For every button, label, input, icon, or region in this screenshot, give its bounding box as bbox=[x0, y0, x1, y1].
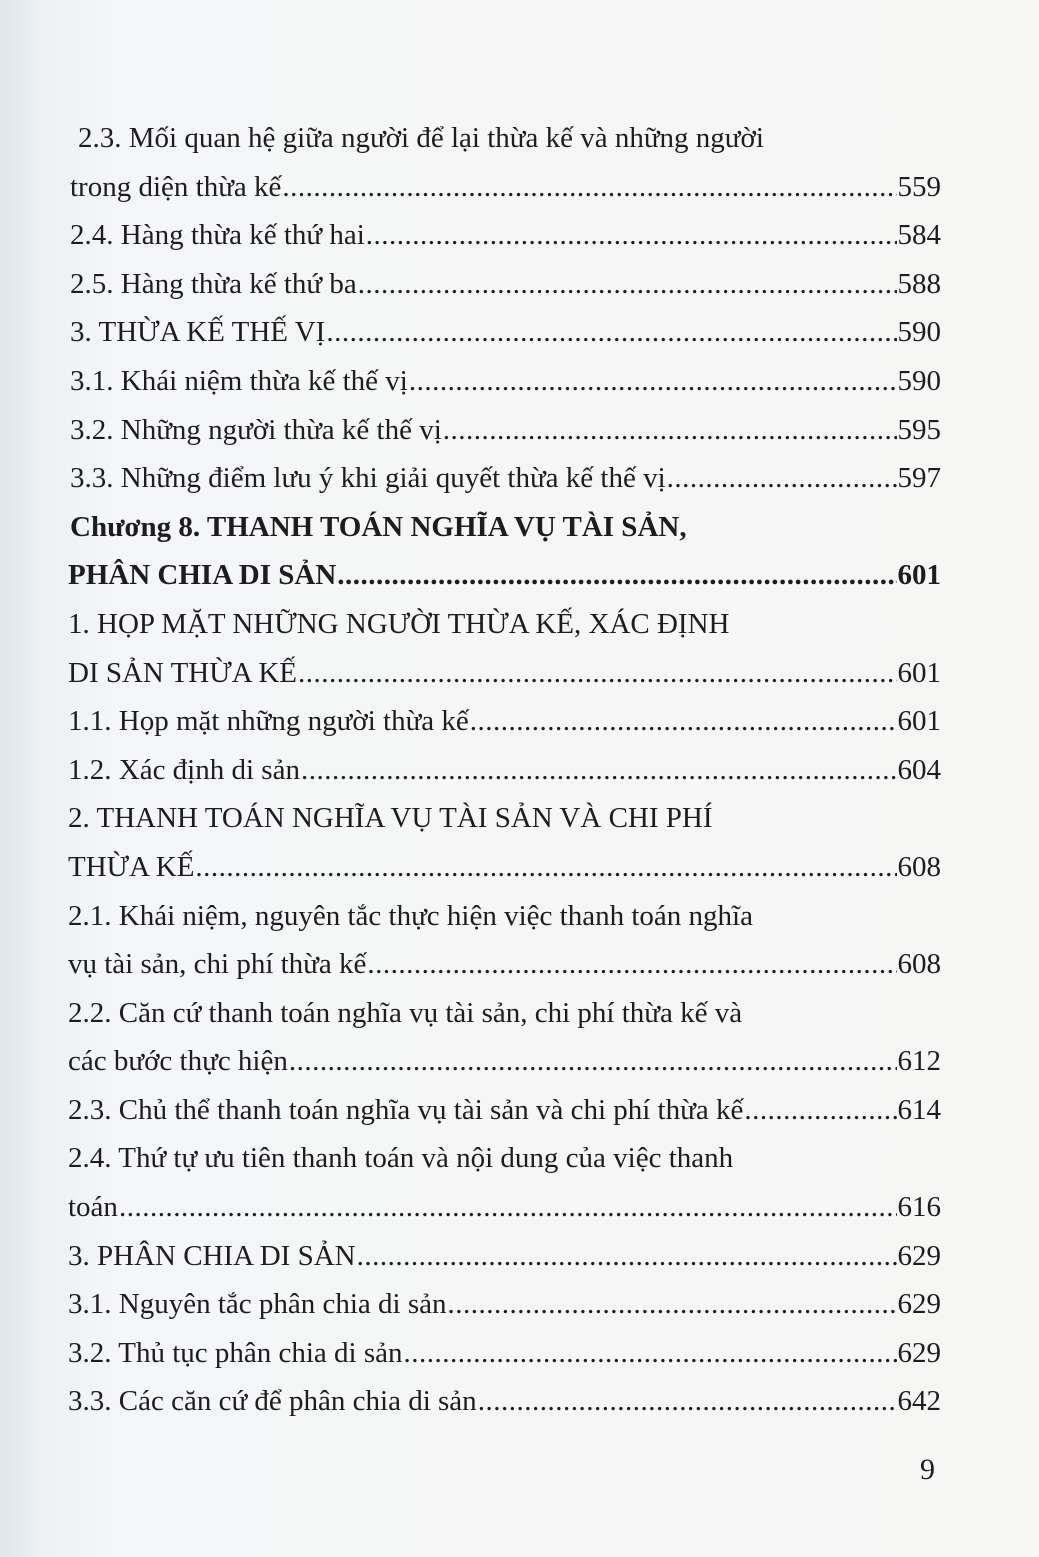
toc-entry bbox=[68, 1086, 941, 1135]
toc-entry-title: PHÂN CHIA DI SẢN bbox=[68, 559, 337, 592]
toc-entry bbox=[68, 600, 941, 649]
toc-entry-title: THỪA KẾ bbox=[68, 850, 195, 883]
toc-entry bbox=[68, 940, 941, 989]
toc-entry bbox=[68, 1329, 941, 1378]
toc-entry bbox=[68, 357, 941, 406]
toc-entry bbox=[68, 211, 941, 260]
toc-entry-title: 2.2. Căn cứ thanh toán nghĩa vụ tài sản, chi phí thừa kế và bbox=[68, 996, 743, 1029]
toc-leader-dots bbox=[366, 211, 897, 260]
toc-entry bbox=[68, 503, 941, 552]
toc-entry bbox=[68, 260, 941, 309]
toc-leader-dots bbox=[298, 649, 897, 698]
toc-entry-page: 590 bbox=[897, 316, 941, 349]
toc-entry bbox=[68, 1037, 941, 1086]
toc-entry bbox=[68, 454, 941, 503]
toc-leader-dots bbox=[478, 1377, 897, 1426]
toc-leader-dots bbox=[195, 843, 896, 892]
toc-entry bbox=[68, 989, 941, 1038]
toc-entry bbox=[68, 308, 941, 357]
toc-leader-dots bbox=[409, 357, 897, 406]
toc-entry-page: 597 bbox=[897, 462, 941, 495]
toc-entry-page: 614 bbox=[897, 1093, 941, 1126]
toc-entry bbox=[68, 843, 941, 892]
toc-entry-title: 3.2. Những người thừa kế thế vị bbox=[70, 413, 442, 446]
toc-entry-title: 2. THANH TOÁN NGHĨA VỤ TÀI SẢN VÀ CHI PHÍ bbox=[68, 802, 713, 835]
toc-entry-title: 3. PHÂN CHIA DI SẢN bbox=[68, 1239, 356, 1272]
toc-entry-title: 2.4. Hàng thừa kế thứ hai bbox=[70, 219, 365, 252]
toc-entry-title: toán bbox=[68, 1191, 118, 1224]
toc-entry-page: 642 bbox=[897, 1385, 941, 1418]
toc-entry bbox=[68, 163, 941, 212]
toc-leader-dots bbox=[367, 940, 896, 989]
toc-entry-page: 612 bbox=[897, 1045, 941, 1078]
toc-entry-title: DI SẢN THỪA KẾ bbox=[68, 656, 297, 689]
page-number: 9 bbox=[920, 1453, 935, 1486]
toc-entry-title: 1.1. Họp mặt những người thừa kế bbox=[68, 705, 469, 738]
toc-entry bbox=[68, 406, 941, 455]
toc-entry bbox=[68, 1280, 941, 1329]
toc-entry-title: 1.2. Xác định di sản bbox=[68, 753, 300, 786]
table-of-contents bbox=[68, 114, 941, 1426]
toc-entry-title: Chương 8. THANH TOÁN NGHĨA VỤ TÀI SẢN, bbox=[70, 510, 687, 543]
toc-entry-title: 2.3. Mối quan hệ giữa người để lại thừa kế và những người bbox=[78, 122, 764, 154]
toc-entry-page: 584 bbox=[897, 219, 941, 252]
toc-entry-page: 595 bbox=[897, 413, 941, 446]
toc-leader-dots bbox=[443, 406, 897, 455]
toc-leader-dots bbox=[448, 1280, 897, 1329]
toc-entry-page: 629 bbox=[897, 1288, 941, 1321]
toc-entry-page: 608 bbox=[897, 850, 941, 883]
toc-entry bbox=[68, 1232, 941, 1281]
toc-entry bbox=[68, 794, 941, 843]
toc-entry-title: 3.1. Nguyên tắc phân chia di sản bbox=[68, 1288, 447, 1321]
toc-entry-title: 3. THỪA KẾ THẾ VỊ bbox=[70, 316, 326, 349]
toc-leader-dots bbox=[404, 1329, 897, 1378]
toc-entry-title: 1. HỌP MẶT NHỮNG NGƯỜI THỪA KẾ, XÁC ĐỊNH bbox=[68, 607, 730, 640]
toc-leader-dots bbox=[282, 163, 896, 212]
toc-entry-title: 3.2. Thủ tục phân chia di sản bbox=[68, 1336, 403, 1369]
toc-entry-page: 629 bbox=[897, 1336, 941, 1369]
toc-entry-page: 608 bbox=[897, 948, 941, 981]
toc-entry-title: 2.5. Hàng thừa kế thứ ba bbox=[70, 267, 357, 300]
toc-leader-dots bbox=[337, 551, 896, 600]
toc-entry-title: các bước thực hiện bbox=[68, 1045, 288, 1078]
toc-entry bbox=[68, 892, 941, 941]
toc-entry-title: 2.1. Khái niệm, nguyên tắc thực hiện việc thanh toán nghĩa bbox=[68, 899, 753, 932]
toc-entry-page: 559 bbox=[897, 170, 941, 203]
toc-leader-dots bbox=[470, 697, 897, 746]
toc-entry-page: 590 bbox=[897, 364, 941, 397]
toc-leader-dots bbox=[326, 308, 896, 357]
toc-entry bbox=[68, 1377, 941, 1426]
toc-leader-dots bbox=[744, 1086, 896, 1135]
toc-leader-dots bbox=[358, 260, 897, 309]
toc-entry-title: 3.3. Những điểm lưu ý khi giải quyết thừa kế thế vị bbox=[70, 462, 666, 495]
toc-leader-dots bbox=[289, 1037, 897, 1086]
toc-entry-page: 601 bbox=[897, 705, 941, 738]
toc-entry-page: 604 bbox=[897, 753, 941, 786]
toc-entry-page: 629 bbox=[897, 1239, 941, 1272]
toc-entry-page: 601 bbox=[897, 559, 941, 592]
toc-entry-title: trong diện thừa kế bbox=[70, 170, 282, 203]
toc-entry-title: vụ tài sản, chi phí thừa kế bbox=[68, 948, 367, 981]
toc-entry-page: 601 bbox=[897, 656, 941, 689]
toc-entry bbox=[68, 1134, 941, 1183]
toc-entry-title: 3.1. Khái niệm thừa kế thế vị bbox=[70, 364, 408, 397]
toc-entry bbox=[68, 1183, 941, 1232]
toc-entry-title: 2.4. Thứ tự ưu tiên thanh toán và nội dung của việc thanh bbox=[68, 1142, 734, 1175]
toc-leader-dots bbox=[301, 746, 897, 795]
toc-entry bbox=[68, 697, 941, 746]
toc-entry bbox=[68, 114, 941, 163]
toc-leader-dots bbox=[357, 1232, 897, 1281]
toc-entry bbox=[68, 551, 941, 600]
toc-entry-title: 2.3. Chủ thể thanh toán nghĩa vụ tài sản và chi phí thừa kế bbox=[68, 1093, 744, 1126]
toc-entry bbox=[68, 746, 941, 795]
toc-leader-dots bbox=[667, 454, 897, 503]
toc-entry-title: 3.3. Các căn cứ để phân chia di sản bbox=[68, 1385, 477, 1418]
toc-entry bbox=[68, 649, 941, 698]
toc-leader-dots bbox=[119, 1183, 897, 1232]
toc-entry-page: 616 bbox=[897, 1191, 941, 1224]
toc-entry-page: 588 bbox=[897, 267, 941, 300]
